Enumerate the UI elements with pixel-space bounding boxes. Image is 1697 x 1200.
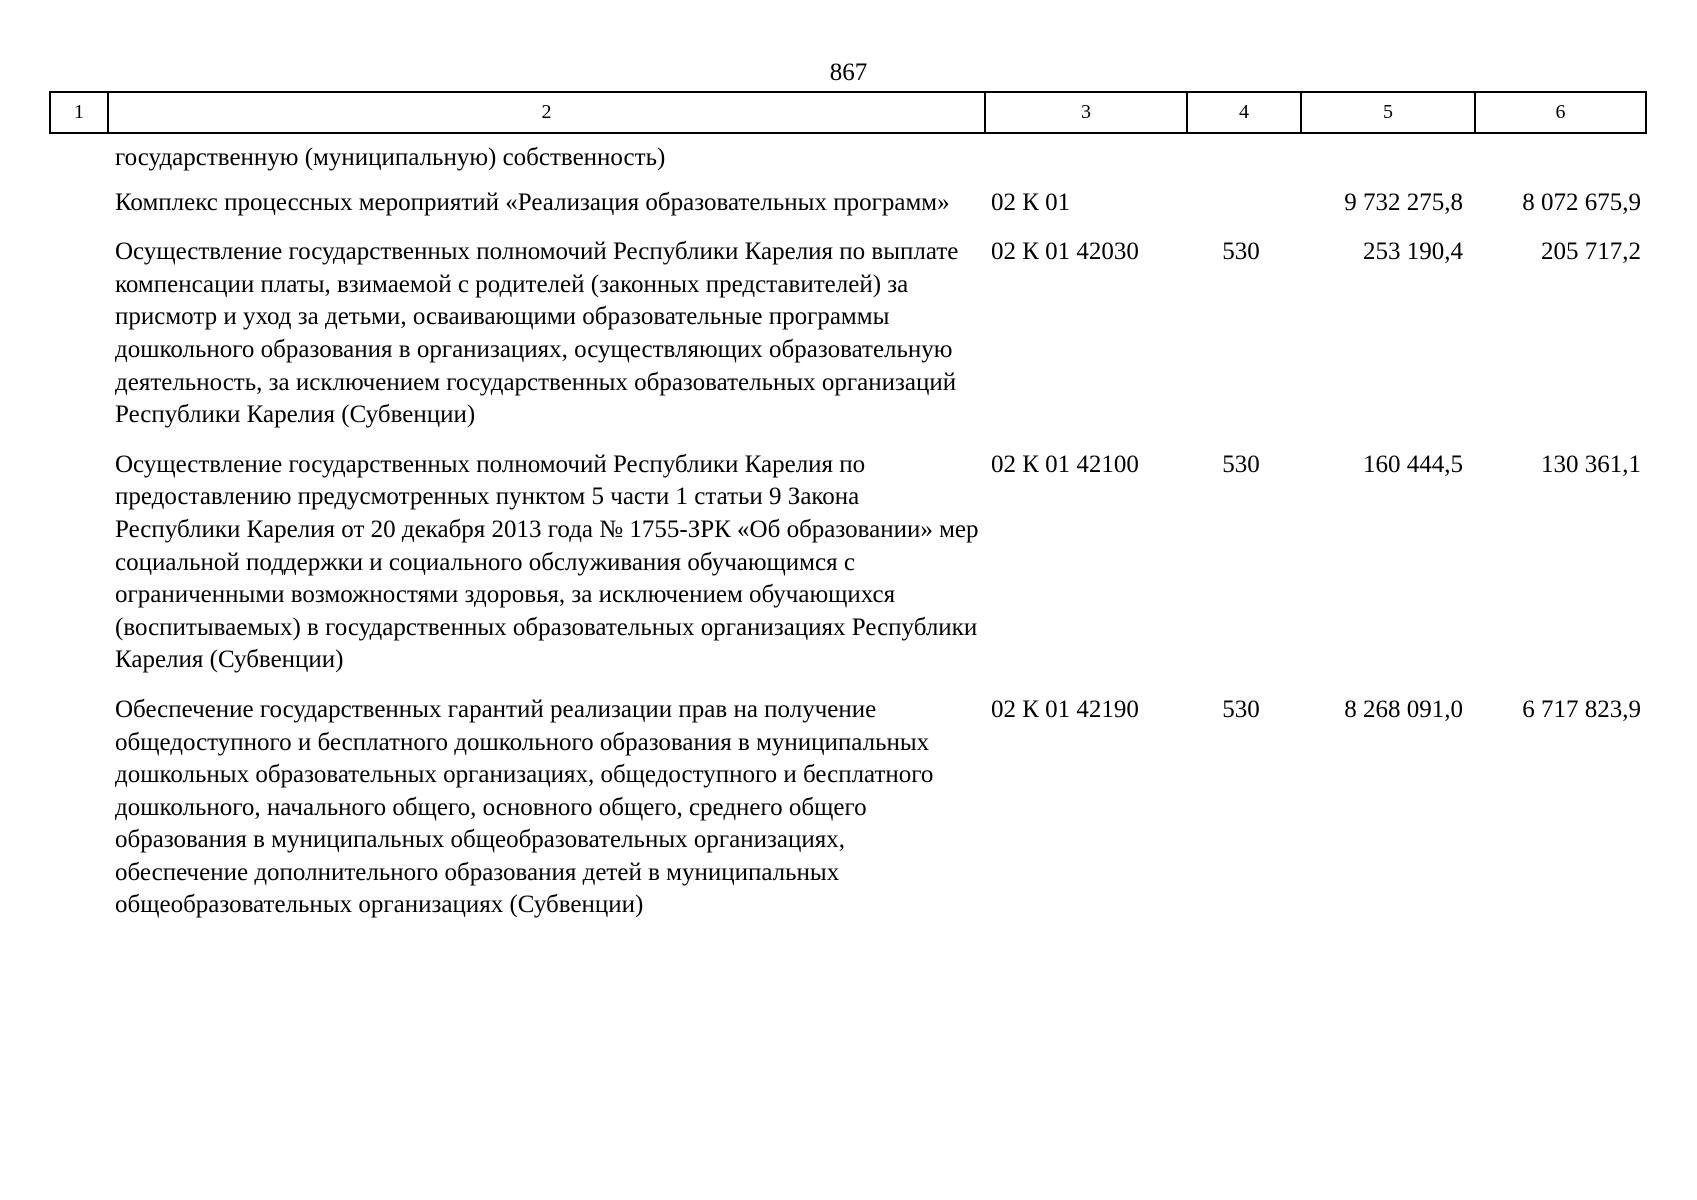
row-description: Осуществление государственных полномочий Республики Карелия по предоставлению предусмотренных пунктом 5 части 1 статьи 9 Закона Республики Карелия от 20 декабря 2013 года № 1755-ЗРК «Об образовании» мер социальной поддержки и социального обслуживания обучающимся с ограниченными возможностями здоровья, за исключением обучающихся (воспитываемых) в государственных образовательных организациях Республики Карелия (Субвенции) (115, 450, 979, 674)
row-value-5: 160 444,5 (1363, 450, 1463, 478)
row-code: 02 К 01 42030 (991, 238, 1139, 266)
row-value-5: 8 268 091,0 (1344, 695, 1463, 723)
column-header-1: 1 (51, 93, 109, 132)
row-value-6: 8 072 675,9 (1522, 188, 1641, 216)
row-value-5: 9 732 275,8 (1344, 188, 1463, 216)
column-header-6: 6 (1555, 101, 1566, 123)
row-value-6: 6 717 823,9 (1522, 695, 1641, 723)
row-type: 530 (1222, 238, 1260, 266)
table-row (0, 236, 1697, 432)
table-body (0, 142, 1697, 939)
row-description: Обеспечение государственных гарантий реализации прав на получение общедоступного и бесплатного дошкольного образования в муниципальных дошкольных образовательных организациях, общедоступного и бесплатного дошкольного, начального общего, основного общего, среднего общего образования в муниципальных общеобразовательных организациях, обеспечение дополнительного образования детей в муниципальных общеобразовательных организациях (Субвенции) (115, 695, 934, 919)
column-header-4: 4 (1188, 93, 1302, 132)
row-value-5: 253 190,4 (1363, 238, 1463, 266)
row-code: 02 К 01 (991, 188, 1071, 216)
row-type: 530 (1222, 695, 1260, 723)
continuation-text: государственную (муниципальную) собственность) (115, 144, 666, 171)
row-value-6: 205 717,2 (1541, 238, 1641, 266)
table-header (49, 91, 1647, 134)
row-value-6: 130 361,1 (1541, 450, 1641, 478)
row-description: Комплекс процессных мероприятий «Реализация образовательных программ» (115, 188, 950, 216)
column-header-2: 2 (109, 93, 986, 132)
row-code: 02 К 01 42190 (991, 695, 1139, 723)
column-header-5: 5 (1302, 93, 1476, 132)
row-code: 02 К 01 42100 (991, 450, 1139, 478)
row-description: Осуществление государственных полномочий Республики Карелия по выплате компенсации платы, взимаемой с родителей (законных представителей) за присмотр и уход за детьми, осваивающими образовательные программы дошкольного образования в организациях, осуществляющих образовательную деятельность, за исключением государственных образовательных организаций Республики Карелия (Субвенции) (115, 238, 959, 429)
column-header-3: 3 (986, 93, 1188, 132)
row-type: 530 (1222, 450, 1260, 478)
table-row (0, 187, 1697, 220)
continuation-row (0, 142, 1697, 175)
table-row (0, 449, 1697, 677)
page-number: 867 (829, 59, 868, 86)
table-row (0, 694, 1697, 922)
